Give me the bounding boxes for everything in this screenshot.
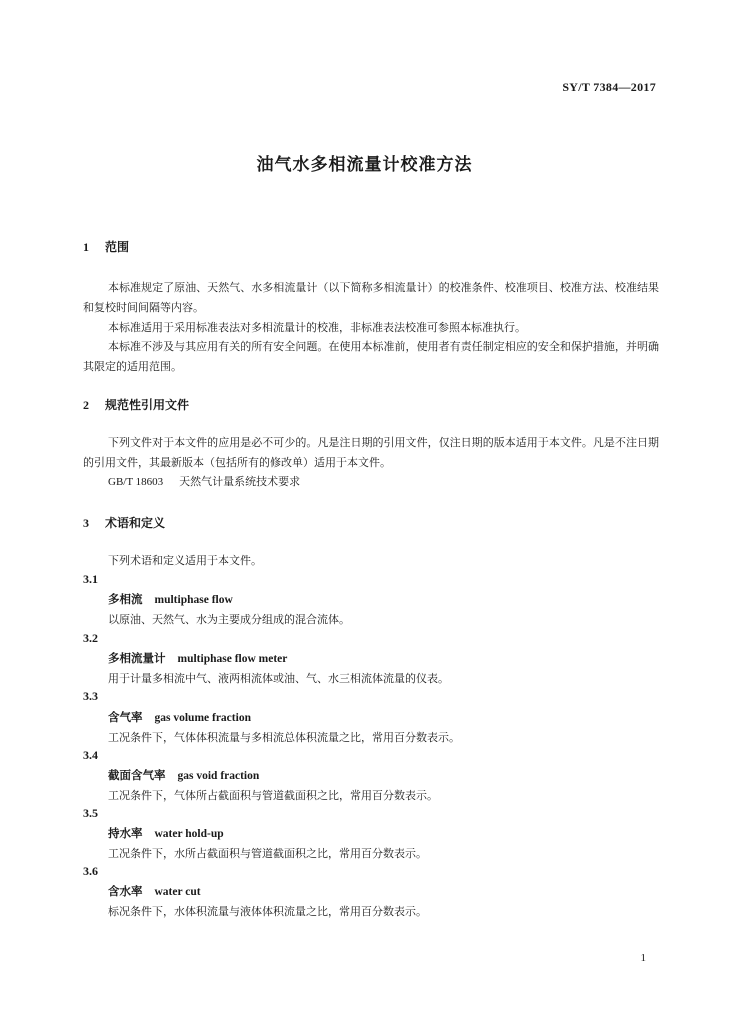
paragraph: 本标准规定了原油、天然气、水多相流量计（以下简称多相流量计）的校准条件、校准项目、校准方法、校准结果和复校时间间隔等内容。 bbox=[83, 281, 659, 314]
term-name bbox=[108, 767, 259, 783]
term-english: water cut bbox=[154, 886, 201, 898]
term-number: 3.1 bbox=[83, 572, 98, 586]
terms-intro: 下列术语和定义适用于本文件。 bbox=[108, 554, 262, 567]
term-chinese: 持水率 bbox=[108, 826, 143, 840]
term-name bbox=[108, 650, 287, 666]
section-number: 2 bbox=[83, 398, 89, 412]
section-title: 术语和定义 bbox=[105, 516, 166, 530]
term-english: gas void fraction bbox=[177, 770, 260, 782]
term-definition: 工况条件下，气体体积流量与多相流总体积流量之比，常用百分数表示。 bbox=[108, 731, 460, 744]
term-name bbox=[108, 709, 251, 725]
term-name bbox=[108, 825, 224, 841]
page-number: 1 bbox=[640, 952, 646, 964]
normative-reference bbox=[108, 473, 300, 489]
term-english: water hold-up bbox=[154, 828, 224, 840]
term-chinese: 含水率 bbox=[108, 884, 143, 898]
term-number: 3.5 bbox=[83, 806, 98, 820]
term-definition: 工况条件下，气体所占截面积与管道截面积之比，常用百分数表示。 bbox=[108, 789, 438, 802]
term-chinese: 含气率 bbox=[108, 710, 143, 724]
term-name bbox=[108, 591, 233, 607]
term-chinese: 截面含气率 bbox=[108, 768, 166, 782]
section-title: 规范性引用文件 bbox=[105, 398, 190, 412]
paragraph: 下列文件对于本文件的应用是必不可少的。凡是注日期的引用文件，仅注日期的版本适用于本文件。凡是不注日期的引用文件，其最新版本（包括所有的修改单）适用于本文件。 bbox=[83, 436, 659, 469]
term-english: gas volume fraction bbox=[154, 712, 251, 724]
section-number: 3 bbox=[83, 516, 89, 530]
paragraph: 本标准适用于采用标准表法对多相流量计的校准，非标准表法校准可参照本标准执行。 bbox=[108, 321, 526, 334]
standard-code: SY/T 7384—2017 bbox=[562, 80, 656, 94]
term-chinese: 多相流 bbox=[108, 592, 143, 606]
term-english: multiphase flow meter bbox=[177, 653, 288, 665]
term-definition: 用于计量多相流中气、液两相流体或油、气、水三相流体流量的仪表。 bbox=[108, 672, 449, 685]
term-definition: 工况条件下，水所占截面积与管道截面积之比，常用百分数表示。 bbox=[108, 847, 427, 860]
section-title: 范围 bbox=[105, 240, 130, 254]
term-definition: 以原油、天然气、水为主要成分组成的混合流体。 bbox=[108, 613, 350, 626]
term-chinese: 多相流量计 bbox=[108, 651, 166, 665]
section-3-heading bbox=[83, 514, 165, 531]
term-name bbox=[108, 883, 201, 899]
section-2-heading bbox=[83, 396, 189, 413]
section-1-heading bbox=[83, 238, 129, 255]
paragraph: 本标准不涉及与其应用有关的所有安全问题。在使用本标准前，使用者有责任制定相应的安全和保护措施，并明确其限定的适用范围。 bbox=[83, 340, 659, 373]
term-number: 3.6 bbox=[83, 864, 98, 878]
reference-code: GB/T 18603 bbox=[108, 476, 164, 488]
term-definition: 标况条件下，水体积流量与液体体积流量之比，常用百分数表示。 bbox=[108, 905, 427, 918]
term-number: 3.4 bbox=[83, 748, 98, 762]
term-english: multiphase flow bbox=[154, 594, 233, 606]
term-number: 3.2 bbox=[83, 631, 98, 645]
reference-title: 天然气计量系统技术要求 bbox=[179, 475, 301, 488]
document-title: 油气水多相流量计校准方法 bbox=[256, 155, 473, 175]
term-number: 3.3 bbox=[83, 689, 98, 703]
section-number: 1 bbox=[83, 240, 89, 254]
